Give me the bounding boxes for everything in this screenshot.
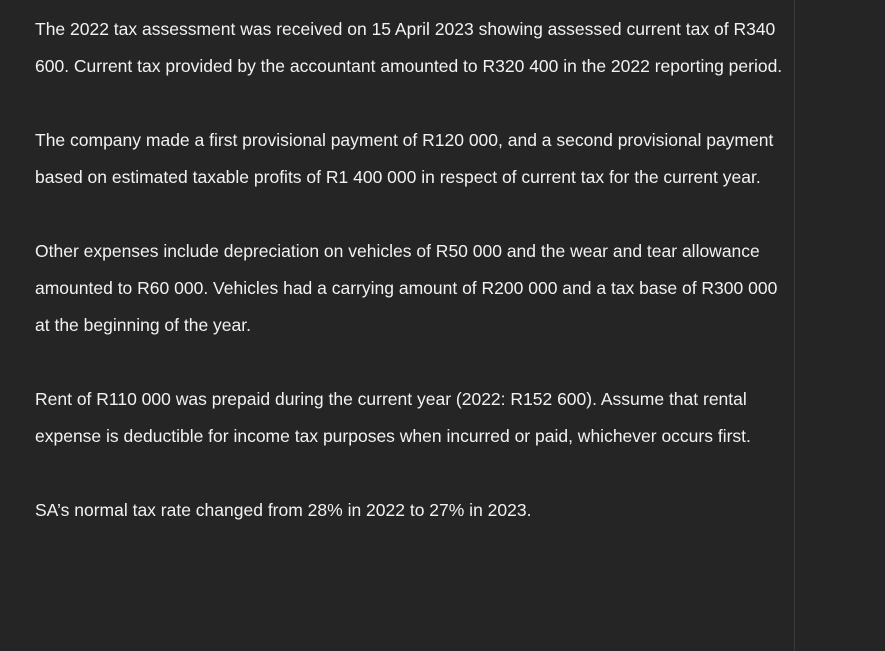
document-body <box>35 11 790 566</box>
paragraph-prepaid-rent: Rent of R110 000 was prepaid during the current year (2022: R152 600). Assume that rental expense is deductible for income tax purposes when incurred or paid, whichever occurs first. <box>35 389 751 446</box>
paragraph-provisional-payments: The company made a first provisional payment of R120 000, and a second provisional payment based on estimated taxable profits of R1 400 000 in respect of current tax for the current year. <box>35 130 774 187</box>
paragraph-depreciation-vehicles: Other expenses include depreciation on vehicles of R50 000 and the wear and tear allowance amounted to R60 000. Vehicles had a carrying amount of R200 000 and a tax base of R300 000 at the beginning of the year. <box>35 241 778 335</box>
scrollbar-divider <box>794 0 795 651</box>
paragraph-tax-assessment: The 2022 tax assessment was received on 15 April 2023 showing assessed current tax of R340 600. Current tax provided by the accountant amounted to R320 400 in the 2022 reporting period. <box>35 19 783 76</box>
paragraph-tax-rate: SA’s normal tax rate changed from 28% in 2022 to 27% in 2023. <box>35 500 532 520</box>
